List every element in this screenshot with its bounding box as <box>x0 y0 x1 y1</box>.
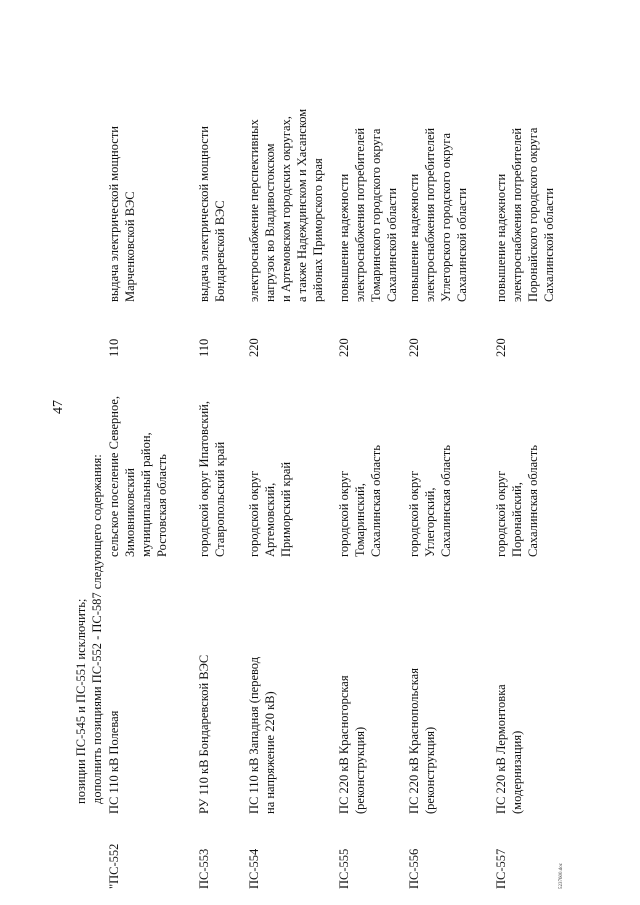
row-voltage: 220 <box>494 338 508 357</box>
row-voltage: 110 <box>197 338 211 357</box>
row-location: городской округ Артемовский, Приморский край <box>247 461 293 557</box>
row-voltage: 110 <box>107 338 121 357</box>
intro-line-2: дополнить позициями ПС-552 - ПС-587 следующего содержания: <box>90 454 104 804</box>
row-name: ПС 220 кВ Красногорская (реконструкция) <box>337 675 367 814</box>
file-footer: 5237600.doc <box>559 863 564 889</box>
row-voltage: 220 <box>247 338 261 357</box>
row-name: ПС 220 кВ Краснопольская (реконструкция) <box>407 668 437 814</box>
row-code: ПС-556 <box>407 848 421 889</box>
row-purpose: электроснабжение перспективных нагрузок во Владивостокском и Артемовском городских округах, а также Надеждинском и Хасанском районах Приморского края <box>247 108 325 302</box>
row-location: городской округ Томаринский, Сахалинская область <box>337 445 383 557</box>
row-name: РУ 110 кВ Бондаревской ВЭС <box>197 654 211 814</box>
row-purpose: повышение надежности электроснабжения потребителей Томаринского городского округа Сахалинской области <box>337 127 399 302</box>
row-purpose: выдача электрической мощности Марченковской ВЭС <box>107 126 137 302</box>
row-name: ПС 110 кВ Полевая <box>107 710 121 814</box>
row-location: городской округ Углегорский, Сахалинская область <box>407 445 453 557</box>
row-location: городской округ Поронайский, Сахалинская область <box>494 445 540 557</box>
row-voltage: 220 <box>407 338 421 357</box>
row-code: ПС-555 <box>337 848 351 889</box>
intro-text <box>73 224 105 804</box>
row-name: ПС 220 кВ Лермонтовка (модернизация) <box>494 684 524 814</box>
row-voltage: 220 <box>337 338 351 357</box>
row-code: ПС-554 <box>247 848 261 889</box>
row-code: ПС-553 <box>197 848 211 889</box>
row-location: городской округ Ипатовский, Ставропольский край <box>197 401 227 557</box>
row-purpose: повышение надежности электроснабжения потребителей Поронайского городского округа Сахалинской области <box>494 127 556 302</box>
intro-line-1: позиции ПС-545 и ПС-551 исключить; <box>74 598 88 804</box>
row-purpose: повышение надежности электроснабжения потребителей Углегорского городского округа Сахалинской области <box>407 127 469 302</box>
page-number: 47 <box>51 400 66 414</box>
row-location: сельское поселение Северное, Зимовниковский муниципальный район, Ростовская область <box>107 395 169 557</box>
row-code: "ПС-552 <box>107 843 121 889</box>
row-purpose: выдача электрической мощности Бондаревской ВЭС <box>197 126 227 302</box>
row-name: ПС 110 кВ Западная (перевод на напряжение 220 кВ) <box>247 656 277 814</box>
row-code: ПС-557 <box>494 848 508 889</box>
rotated-content <box>51 49 571 889</box>
